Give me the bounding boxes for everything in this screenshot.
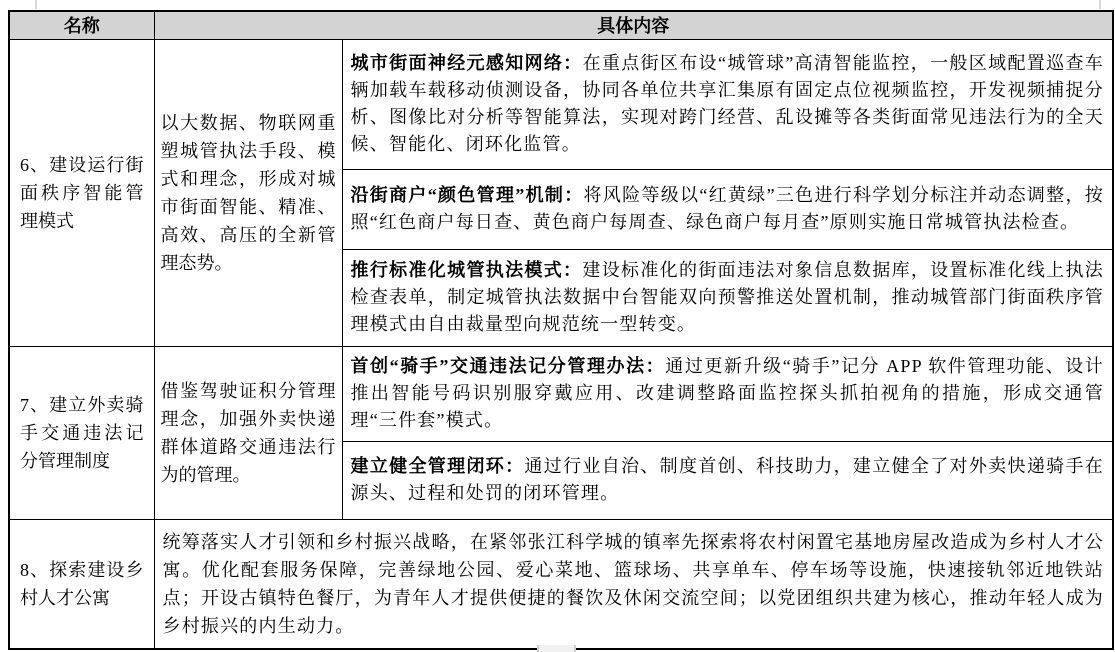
- row8-name-cell: 8、探索建设乡村人才公寓: [9, 519, 154, 649]
- table-row: [9, 346, 1113, 441]
- table-row: [9, 519, 1113, 649]
- detail-lead: 城市街面神经元感知网络：: [350, 53, 583, 73]
- row6-name-cell: 6、建设运行街面秩序智能管理模式: [9, 39, 154, 346]
- row6-detail-1-cell: [342, 39, 1113, 169]
- row6-summary-cell: 以大数据、物联网重塑城管执法手段、模式和理念，形成对城市街面智能、精准、高效、高压的全新管理态势。: [154, 39, 342, 346]
- row6-detail-3-cell: [342, 249, 1113, 346]
- bottom-scrollbar-fragment: [537, 645, 576, 652]
- detail-body: 将风险等级以“红黄绿”三色进行科学划分标注并动态调整，按照“红色商户每日查、黄色商户每周查、绿色商户每月查”原则实施日常城管执法检查。: [350, 185, 1105, 232]
- row6-detail-2-cell: [342, 169, 1113, 249]
- header-name-col: 名称: [9, 11, 154, 39]
- table-row: [9, 39, 1113, 169]
- table-header-row: [9, 11, 1113, 39]
- detail-lead: 首创“骑手”交通违法记分管理办法：: [350, 356, 666, 376]
- detail-body: 建设标准化的街面违法对象信息数据库，设置标准化线上执法检查表单，制定城管执法数据中台智能双向预警推送处置机制，推动城管部门街面秩序管理模式由自由裁量型向规范统一型转变。: [350, 260, 1104, 334]
- column-gridline-mark-right: [1099, 0, 1101, 9]
- detail-lead: 推行标准化城管执法模式：: [350, 260, 583, 280]
- detail-body: 通过行业自治、制度首创、科技助力，建立健全了对外卖快递骑手在源头、过程和处罚的闭环管理。: [350, 456, 1104, 503]
- column-gridline-mark-left: [35, 0, 37, 9]
- row8-content-cell: [154, 519, 1113, 649]
- row7-detail-2-cell: [342, 441, 1113, 519]
- row7-name-cell: 7、建立外卖骑手交通违法记分管理制度: [9, 346, 154, 519]
- detail-body: 在重点街区布设“城管球”高清智能监控，一般区域配置巡查车辆加载车载移动侦测设备，协同各单位共享汇集原有固定点位视频监控，开发视频捕捉分析、图像比对分析等智能算法，实现对跨门经营、乱设摊等各类街面常见违法行为的全天候、智能化、闭环化监管。: [350, 53, 1105, 154]
- row7-summary-cell: 借鉴驾驶证积分管理理念，加强外卖快递群体道路交通违法行为的管理。: [154, 346, 342, 519]
- detail-lead: 建立健全管理闭环：: [350, 456, 525, 476]
- detail-lead: 沿街商户“颜色管理”机制：: [350, 185, 584, 205]
- detail-body: 统筹落实人才引领和乡村振兴战略，在紧邻张江科学城的镇率先探索将农村闲置宅基地房屋改造成为乡村人才公寓。优化配套服务保障，完善绿地公园、爱心菜地、篮球场、共享单车、停车场等设施，快速接轨邻近地铁站点；开设古镇特色餐厅，为青年人才提供便捷的餐饮及休闲交流空间；以党团组织共建为核心，推动年轻人成为乡村振兴的内生动力。: [162, 531, 1104, 636]
- row7-detail-1-cell: [342, 346, 1113, 441]
- plan-table: [8, 10, 1114, 650]
- detail-body: 通过更新升级“骑手”记分 APP 软件管理功能、设计推出智能号码识别服穿戴应用、改建调整路面监控探头抓拍视角的措施，形成交通管理“三件套”模式。: [350, 356, 1104, 430]
- header-content-col: 具体内容: [154, 11, 1113, 39]
